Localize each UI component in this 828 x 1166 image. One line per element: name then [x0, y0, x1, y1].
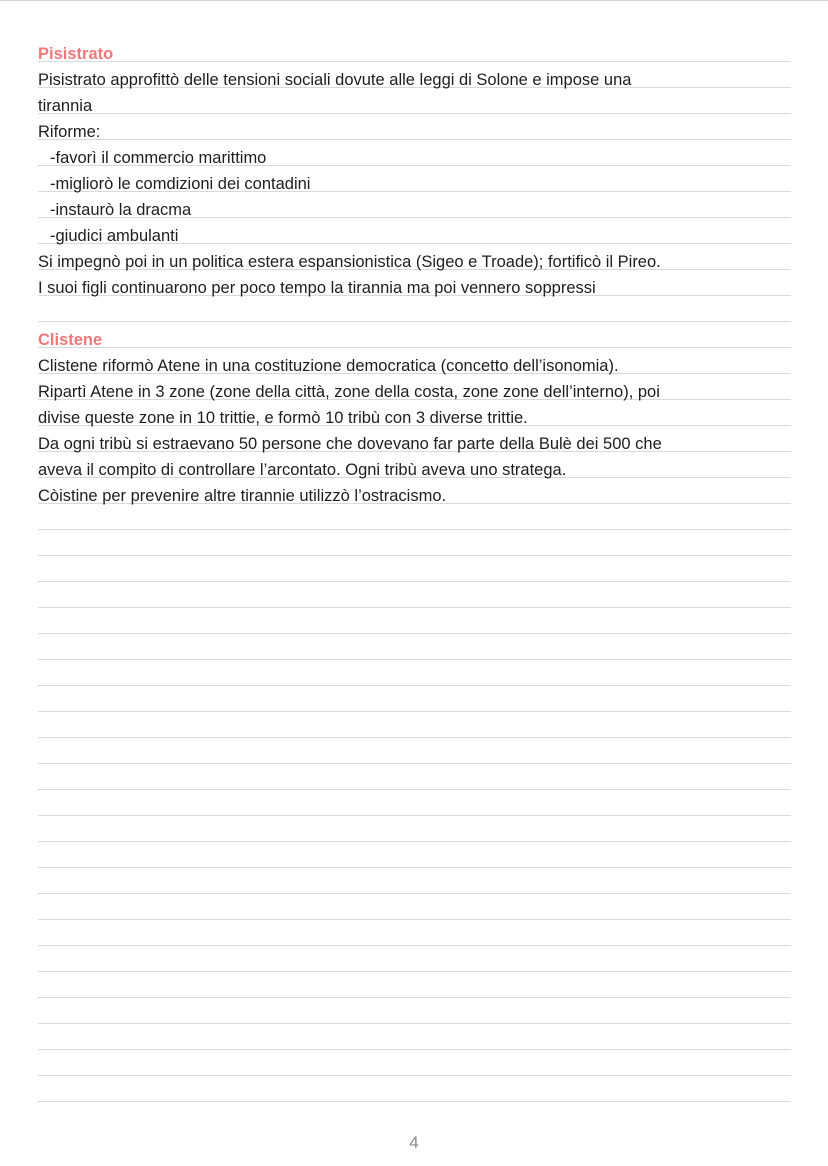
- ruled-line: [38, 971, 791, 972]
- paragraph-line: Còistine per prevenire altre tirannie utilizzò l’ostracismo.: [38, 487, 447, 505]
- ruled-line: [38, 763, 791, 764]
- ruled-line: [38, 919, 791, 920]
- ruled-line: [38, 685, 791, 686]
- paragraph-line: Pisistrato approfittò delle tensioni sociali dovute alle leggi di Solone e impose una: [38, 71, 632, 89]
- paragraph-line: tirannia: [38, 97, 93, 115]
- ruled-line: [38, 529, 791, 530]
- paragraph-line: Ripartì Atene in 3 zone (zone della città, zone della costa, zone zone dell’interno), poi: [38, 383, 660, 401]
- paragraph-line: Clistene riformò Atene in una costituzione democratica (concetto dell’isonomia).: [38, 357, 619, 375]
- ruled-line: [38, 841, 791, 842]
- list-item: -favorì il commercio marittimo: [50, 149, 267, 167]
- section-title-clistene: Clistene: [38, 331, 103, 349]
- paragraph-line: aveva il compito di controllare l’arcontato. Ogni tribù aveva uno stratega.: [38, 461, 567, 479]
- ruled-line: [38, 815, 791, 816]
- ruled-line: [38, 1075, 791, 1076]
- ruled-line: [38, 1023, 791, 1024]
- paragraph-line: Riforme:: [38, 123, 101, 141]
- list-item: -migliorò le comdizioni dei contadini: [50, 175, 311, 193]
- ruled-line: [38, 1101, 791, 1102]
- ruled-line: [38, 893, 791, 894]
- ruled-line: [38, 581, 791, 582]
- list-item: -instaurò la dracma: [50, 201, 192, 219]
- ruled-line: [38, 555, 791, 556]
- ruled-line: [38, 867, 791, 868]
- paragraph-line: divise queste zone in 10 trittie, e formò 10 tribù con 3 diverse trittie.: [38, 409, 528, 427]
- list-item: -giudici ambulanti: [50, 227, 179, 245]
- paragraph-line: Da ogni tribù si estraevano 50 persone che dovevano far parte della Bulè dei 500 che: [38, 435, 662, 453]
- ruled-line: [38, 711, 791, 712]
- ruled-line: [38, 1049, 791, 1050]
- ruled-line: [38, 321, 791, 322]
- ruled-line: [38, 633, 791, 634]
- ruled-line: [38, 607, 791, 608]
- paragraph-line: Si impegnò poi in un politica estera espansionistica (Sigeo e Troade); fortificò il Pireo.: [38, 253, 661, 271]
- ruled-line: [38, 659, 791, 660]
- ruled-line: [38, 789, 791, 790]
- page-number: 4: [409, 1133, 419, 1152]
- ruled-line: [38, 997, 791, 998]
- section-title-pisistrato: Pisistrato: [38, 45, 114, 63]
- paragraph-line: I suoi figli continuarono per poco tempo la tirannia ma poi vennero soppressi: [38, 279, 596, 297]
- ruled-line: [38, 945, 791, 946]
- ruled-line: [38, 737, 791, 738]
